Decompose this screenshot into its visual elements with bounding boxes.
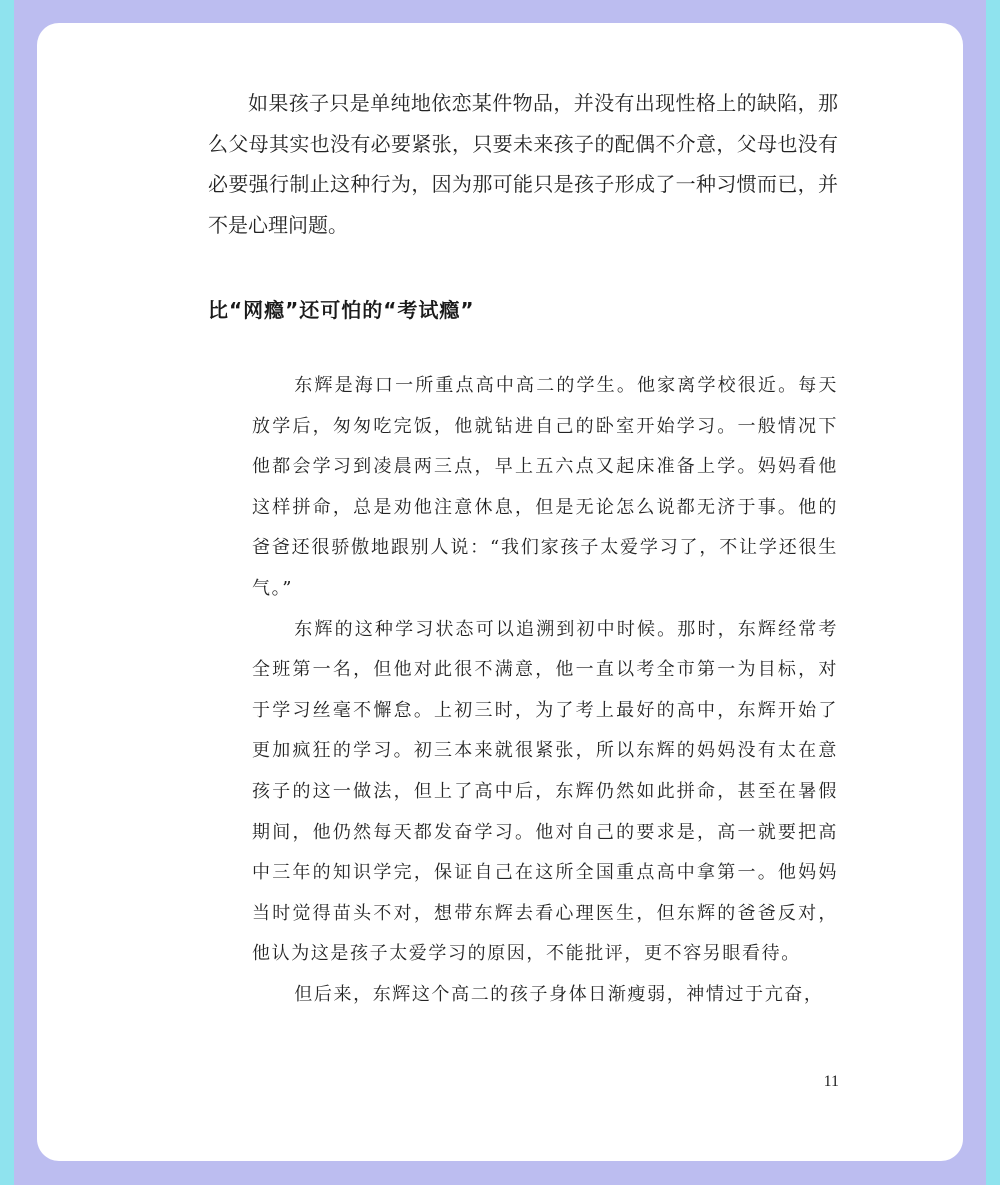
left-cyan-border	[0, 0, 14, 1185]
right-cyan-border	[986, 0, 1000, 1185]
story-paragraph-2: 东辉的这种学习状态可以追溯到初中时候。那时，东辉经常考全班第一名，但他对此很不满意，他一直以考全市第一为目标，对于学习丝毫不懈怠。上初三时，为了考上最好的高中，东辉开始了更加疯狂的学习。初三本来就很紧张，所以东辉的妈妈没有太在意孩子的这一做法，但上了高中后，东辉仍然如此拼命，甚至在暑假期间，他仍然每天都发奋学习。他对自己的要求是，高一就要把高中三年的知识学完，保证自己在这所全国重点高中拿第一。他妈妈当时觉得苗头不对，想带东辉去看心理医生，但东辉的爸爸反对，他认为这是孩子太爱学习的原因，不能批评，更不容另眼看待。	[252, 618, 838, 965]
story-section	[252, 366, 838, 1016]
page-number: 11	[823, 1073, 839, 1090]
section-heading: 比“网瘾”还可怕的“考试瘾”	[208, 298, 475, 322]
story-paragraph-1: 东辉是海口一所重点高中高二的学生。他家离学校很近。每天放学后，匆匆吃完饭，他就钻进自己的卧室开始学习。一般情况下他都会学习到凌晨两三点，早上五六点又起床准备上学。妈妈看他这样拼命，总是劝他注意休息，但是无论怎么说都无济于事。他的爸爸还很骄傲地跟别人说：“我们家孩子太爱学习了，不让学还很生气。”	[252, 375, 838, 599]
book-page	[37, 23, 963, 1161]
intro-paragraph: 如果孩子只是单纯地依恋某件物品，并没有出现性格上的缺陷，那么父母其实也没有必要紧张，只要未来孩子的配偶不介意，父母也没有必要强行制止这种行为，因为那可能只是孩子形成了一种习惯而已，并不是心理问题。	[208, 91, 838, 237]
story-paragraph-3: 但后来，东辉这个高二的孩子身体日渐瘦弱，神情过于亢奋，	[294, 983, 824, 1005]
intro-section	[208, 83, 838, 245]
